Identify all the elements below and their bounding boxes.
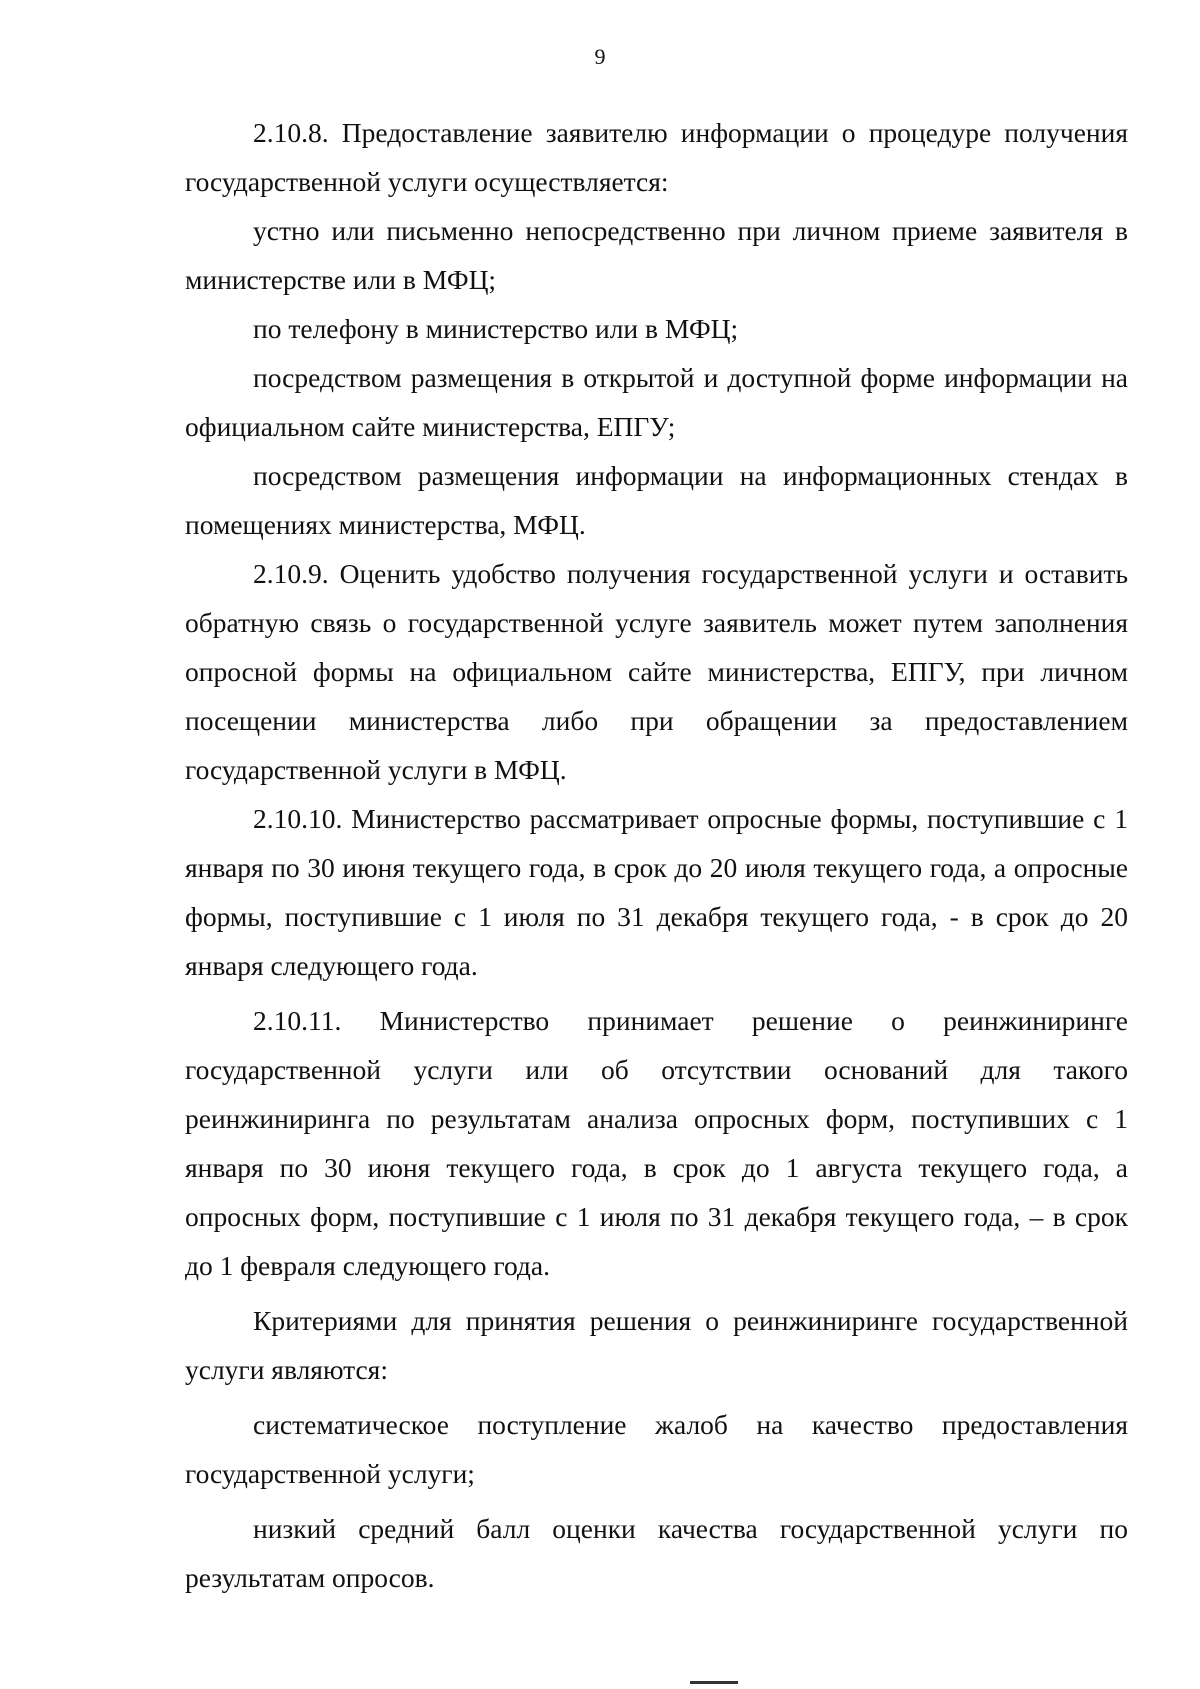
paragraph-2-10-11: 2.10.11. Министерство принимает решение о реинжиниринге государственной услуги или об отсутствии оснований для такого реинжиниринга по результатам анализа опросных форм, поступивших с 1 января по 30 июня текущего года, в срок до 1 августа текущего года, а опросных форм, поступившие с 1 июля по 31 декабря текущего года, – в срок до 1 февраля следующего года. [185, 1005, 1128, 1281]
footer-mark [690, 1681, 738, 1684]
paragraph-2-10-9: 2.10.9. Оценить удобство получения государственной услуги и оставить обратную связь о государственной услуге заявитель может путем заполнения опросной формы на официальном сайте министерства, ЕПГУ, при личном посещении министерства либо при обращении за предоставлением государственной услуги в МФЦ. [185, 558, 1128, 785]
paragraph-official-site: посредством размещения в открытой и доступной форме информации на официальном сайте министерства, ЕПГУ; [185, 362, 1128, 442]
paragraph-oral-written: устно или письменно непосредственно при личном приеме заявителя в министерстве или в МФЦ; [185, 215, 1128, 295]
paragraph-criterion-low-score: низкий средний балл оценки качества государственной услуги по результатам опросов. [185, 1513, 1128, 1593]
paragraph-criteria-intro: Критериями для принятия решения о реинжиниринге государственной услуги являются: [185, 1305, 1128, 1385]
paragraph-by-phone: по телефону в министерство или в МФЦ; [253, 313, 739, 344]
paragraph-2-10-10: 2.10.10. Министерство рассматривает опросные формы, поступившие с 1 января по 30 июня текущего года, в срок до 20 июля текущего года, а опросные формы, поступившие с 1 июля по 31 декабря текущего года, - в срок до 20 января следующего года. [185, 803, 1128, 981]
paragraph-criterion-complaints: систематическое поступление жалоб на качество предоставления государственной услуги; [185, 1409, 1128, 1489]
page-number: 9 [594, 44, 606, 69]
paragraph-info-stands: посредством размещения информации на информационных стендах в помещениях министерства, МФЦ. [185, 460, 1128, 540]
paragraph-2-10-8: 2.10.8. Предоставление заявителю информации о процедуре получения государственной услуги осуществляется: [185, 117, 1128, 197]
document-body [185, 108, 1128, 1602]
